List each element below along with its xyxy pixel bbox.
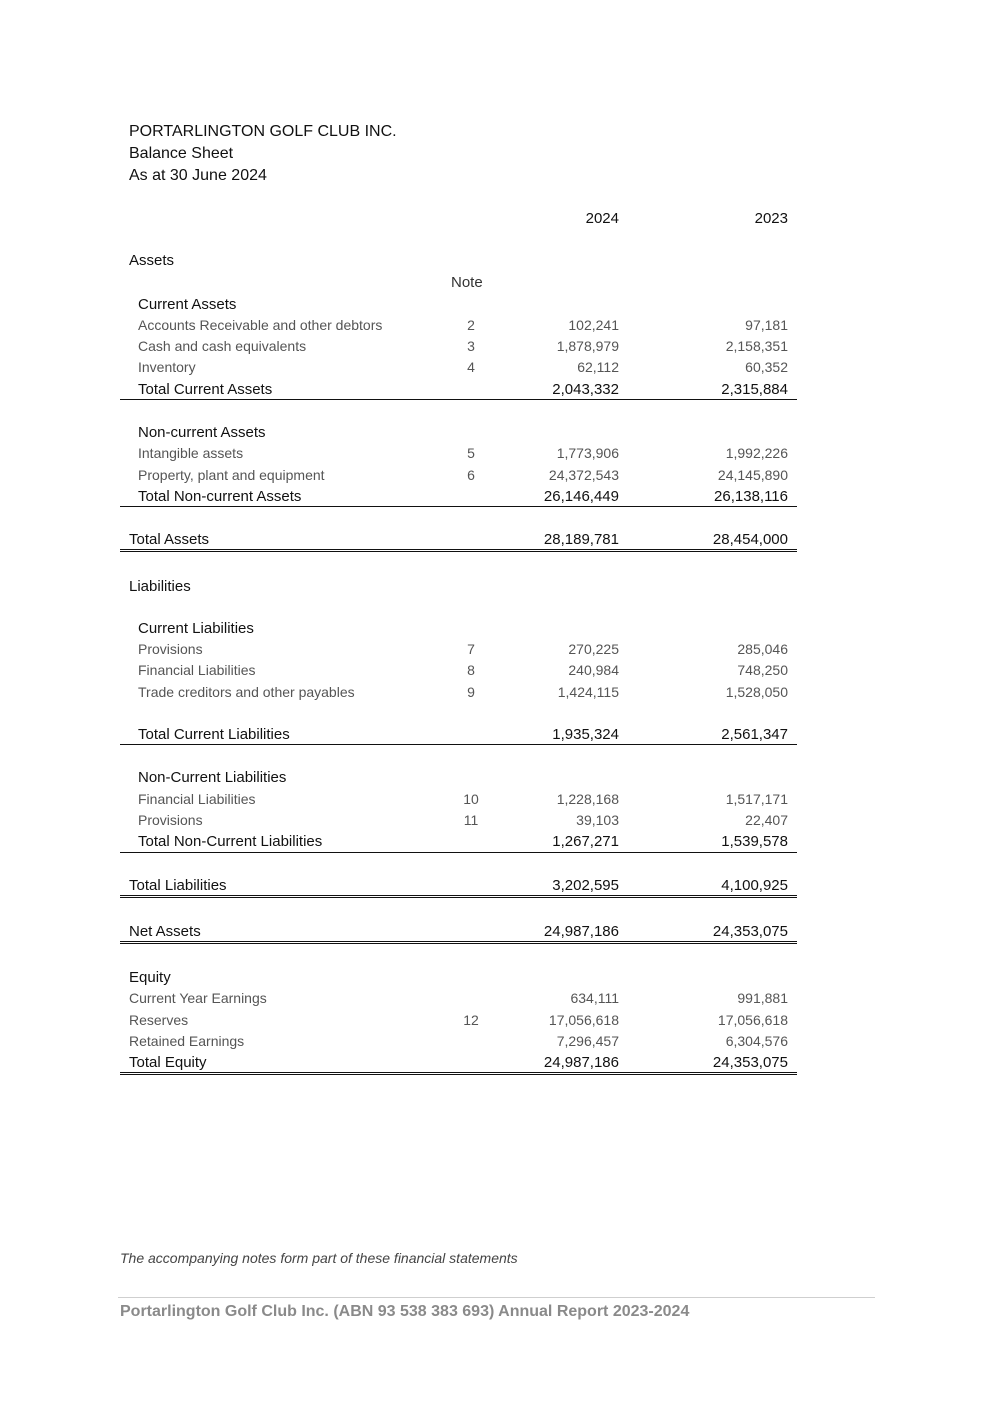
row-value-2024: 1,424,115 bbox=[557, 684, 619, 700]
row-value-2023: 6,304,576 bbox=[725, 1033, 788, 1049]
footer-divider bbox=[118, 1297, 875, 1298]
row-value-2024: 7,296,457 bbox=[556, 1033, 619, 1049]
row-note: 4 bbox=[467, 359, 475, 375]
total-assets-2024: 28,189,781 bbox=[543, 531, 619, 548]
row-value-2024: 1,878,979 bbox=[556, 338, 619, 354]
row-note: 5 bbox=[467, 445, 475, 461]
total-equity-label: Total Equity bbox=[129, 1054, 207, 1071]
total-noncurrent-assets-label: Total Non-current Assets bbox=[138, 488, 302, 505]
row-value-2023: 991,881 bbox=[737, 990, 788, 1006]
row-label: Retained Earnings bbox=[129, 1033, 245, 1049]
row-note: 11 bbox=[463, 812, 479, 828]
row-value-2023: 285,046 bbox=[737, 641, 788, 657]
row-note: 12 bbox=[463, 1012, 479, 1028]
row-label: Inventory bbox=[138, 359, 196, 375]
total-current-assets-2023: 2,315,884 bbox=[721, 381, 788, 398]
net-assets-2024: 24,987,186 bbox=[543, 923, 619, 940]
organization-name: PORTARLINGTON GOLF CLUB INC. bbox=[129, 123, 397, 140]
row-value-2023: 1,992,226 bbox=[725, 445, 788, 461]
row-value-2024: 62,112 bbox=[577, 359, 619, 375]
row-label: Property, plant and equipment bbox=[138, 467, 325, 483]
total-liabilities-label: Total Liabilities bbox=[129, 877, 227, 894]
row-value-2023: 97,181 bbox=[745, 317, 788, 333]
row-value-2024: 24,372,543 bbox=[548, 467, 619, 483]
row-note: 9 bbox=[467, 684, 475, 700]
footnote: The accompanying notes form part of these financial statements bbox=[120, 1250, 518, 1266]
statement-title: Balance Sheet bbox=[129, 145, 234, 162]
divider bbox=[120, 852, 797, 853]
liabilities-heading: Liabilities bbox=[129, 578, 191, 595]
row-label: Financial Liabilities bbox=[138, 791, 256, 807]
note-column-header: Note bbox=[451, 274, 483, 291]
row-note: 7 bbox=[467, 641, 475, 657]
total-assets-label: Total Assets bbox=[129, 531, 210, 548]
row-label: Trade creditors and other payables bbox=[138, 684, 355, 700]
column-header-2023: 2023 bbox=[754, 210, 788, 227]
row-value-2023: 2,158,351 bbox=[725, 338, 788, 354]
row-value-2024: 102,241 bbox=[568, 317, 619, 333]
current-assets-heading: Current Assets bbox=[138, 296, 237, 313]
row-value-2024: 634,111 bbox=[570, 990, 619, 1006]
double-divider bbox=[120, 941, 797, 944]
row-note: 3 bbox=[467, 338, 475, 354]
total-noncurrent-assets-2023: 26,138,116 bbox=[714, 488, 788, 505]
double-divider bbox=[120, 895, 797, 898]
row-value-2023: 1,517,171 bbox=[725, 791, 788, 807]
row-label: Current Year Earnings bbox=[129, 990, 267, 1006]
net-assets-2023: 24,353,075 bbox=[712, 923, 788, 940]
row-value-2024: 1,228,168 bbox=[556, 791, 619, 807]
total-current-liabilities-2023: 2,561,347 bbox=[721, 726, 788, 743]
row-value-2024: 17,056,618 bbox=[548, 1012, 619, 1028]
row-value-2024: 39,103 bbox=[576, 812, 619, 828]
total-noncurrent-liabilities-label: Total Non-Current Liabilities bbox=[138, 833, 323, 850]
noncurrent-liabilities-heading: Non-Current Liabilities bbox=[138, 769, 287, 786]
row-note: 10 bbox=[463, 791, 479, 807]
row-note: 6 bbox=[467, 467, 475, 483]
double-divider bbox=[120, 549, 797, 552]
current-liabilities-heading: Current Liabilities bbox=[138, 620, 254, 637]
row-value-2023: 60,352 bbox=[745, 359, 788, 375]
page-footer: Portarlington Golf Club Inc. (ABN 93 538 383 693) Annual Report 2023-2024 bbox=[120, 1303, 690, 1320]
equity-heading: Equity bbox=[129, 969, 171, 986]
total-current-liabilities-label: Total Current Liabilities bbox=[138, 726, 290, 743]
total-current-assets-label: Total Current Assets bbox=[138, 381, 273, 398]
row-value-2023: 748,250 bbox=[737, 662, 788, 678]
net-assets-label: Net Assets bbox=[129, 923, 201, 940]
column-header-2024: 2024 bbox=[585, 210, 619, 227]
total-equity-2024: 24,987,186 bbox=[543, 1054, 619, 1071]
divider bbox=[120, 506, 797, 507]
total-liabilities-2023: 4,100,925 bbox=[721, 877, 788, 894]
row-value-2023: 17,056,618 bbox=[717, 1012, 788, 1028]
divider bbox=[120, 744, 797, 745]
row-note: 8 bbox=[467, 662, 475, 678]
row-value-2023: 1,528,050 bbox=[725, 684, 788, 700]
row-label: Intangible assets bbox=[138, 445, 244, 461]
row-label: Financial Liabilities bbox=[138, 662, 256, 678]
total-noncurrent-liabilities-2024: 1,267,271 bbox=[552, 833, 619, 850]
total-assets-2023: 28,454,000 bbox=[712, 531, 788, 548]
row-value-2023: 24,145,890 bbox=[717, 467, 788, 483]
total-noncurrent-assets-2024: 26,146,449 bbox=[543, 488, 619, 505]
double-divider bbox=[120, 1072, 797, 1075]
row-value-2024: 270,225 bbox=[568, 641, 619, 657]
total-current-liabilities-2024: 1,935,324 bbox=[552, 726, 619, 743]
row-value-2023: 22,407 bbox=[745, 812, 788, 828]
noncurrent-assets-heading: Non-current Assets bbox=[138, 424, 266, 441]
row-value-2024: 240,984 bbox=[568, 662, 619, 678]
row-label: Provisions bbox=[138, 641, 203, 657]
total-liabilities-2024: 3,202,595 bbox=[552, 877, 619, 894]
total-current-assets-2024: 2,043,332 bbox=[552, 381, 619, 398]
divider bbox=[120, 399, 797, 400]
row-label: Cash and cash equivalents bbox=[138, 338, 307, 354]
row-value-2024: 1,773,906 bbox=[556, 445, 619, 461]
row-label: Accounts Receivable and other debtors bbox=[138, 317, 383, 333]
row-label: Provisions bbox=[138, 812, 203, 828]
statement-date: As at 30 June 2024 bbox=[129, 167, 267, 184]
row-note: 2 bbox=[467, 317, 475, 333]
assets-heading: Assets bbox=[129, 252, 175, 269]
total-equity-2023: 24,353,075 bbox=[712, 1054, 788, 1071]
row-label: Reserves bbox=[129, 1012, 189, 1028]
total-noncurrent-liabilities-2023: 1,539,578 bbox=[721, 833, 788, 850]
